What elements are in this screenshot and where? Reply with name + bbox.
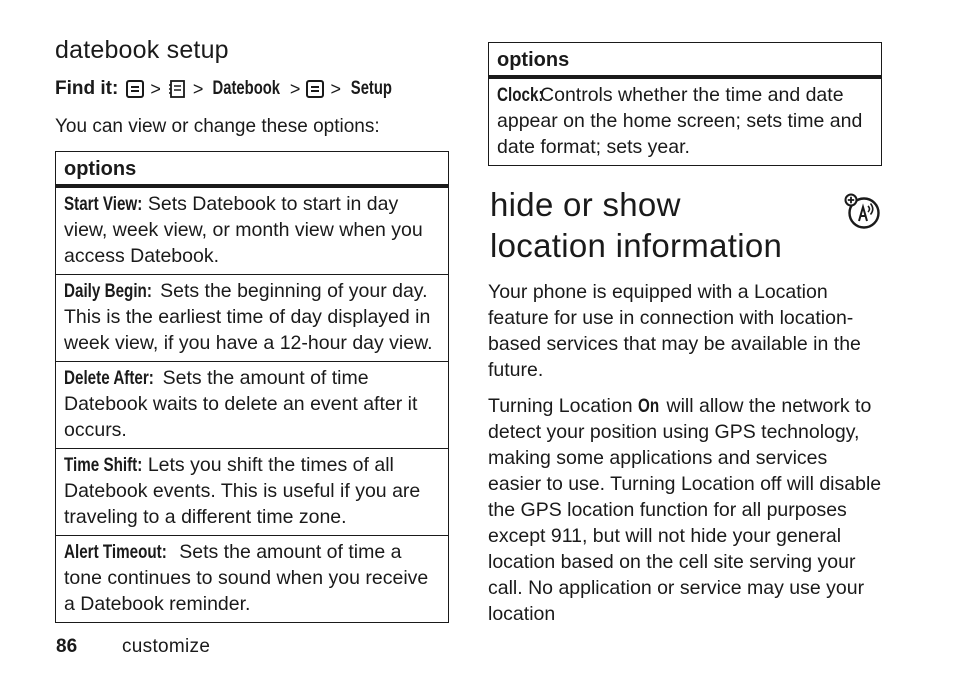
path-separator: >: [289, 78, 301, 99]
location-intro-paragraph: Your phone is equipped with a Location feature for use in connection with location-based services that may be available in the future.: [488, 281, 861, 381]
table-header: options: [489, 43, 882, 78]
option-text: Controls whether the time and date appear on the home screen; sets time and date format; sets year.: [497, 84, 863, 158]
option-term: Time Shift:: [64, 454, 143, 476]
location-details-paragraph: [488, 393, 882, 627]
page-number: 86: [56, 636, 78, 657]
find-it-path: [55, 78, 392, 100]
option-term: Daily Begin:: [64, 280, 152, 302]
section-title: datebook setup: [55, 36, 229, 64]
table-row: [56, 275, 449, 362]
para-text: Turning Location: [488, 395, 633, 417]
datebook-options-table: [55, 151, 449, 623]
clock-options-table: [488, 42, 882, 166]
option-term: Start View:: [64, 193, 143, 215]
heading-line-1: hide or show: [490, 186, 681, 223]
intro-text: You can view or change these options:: [55, 116, 380, 137]
path-step-datebook: Datebook: [212, 78, 281, 99]
menu-key-icon: [126, 80, 144, 98]
section-heading: [490, 184, 782, 266]
table-header: options: [56, 152, 449, 187]
table-row: [489, 77, 882, 166]
option-term: Delete After:: [64, 367, 154, 389]
table-row: [56, 186, 449, 275]
option-term: Alert Timeout:: [64, 541, 167, 563]
path-separator: >: [150, 78, 161, 99]
path-step-setup: Setup: [350, 78, 392, 99]
location-feature-icon: [844, 192, 880, 230]
heading-line-2: location information: [490, 227, 783, 264]
path-separator: >: [330, 78, 341, 99]
para-text: will allow the network to detect your position using GPS technology, making some applications and services easier to use. Turning Location off will disable the GPS location function for all purposes except 911, but will not hide your general location based on the cell site serving your call. No application or service may use your location: [488, 395, 882, 625]
option-text: Sets the beginning of your day. This is the earliest time of day displayed in week view, if you have a 12-hour day view.: [64, 280, 433, 354]
path-separator: >: [192, 78, 204, 99]
menu-key-icon: [306, 80, 324, 98]
option-text: Sets Datebook to start in day view, week view, or month view when you access Datebook.: [64, 193, 423, 267]
table-row: [56, 449, 449, 536]
option-text: Sets the amount of time a tone continues to sound when you receive a Datebook reminder.: [64, 541, 429, 615]
option-text: Lets you shift the times of all Datebook events. This is useful if you are traveling to a different time zone.: [64, 454, 421, 528]
setting-value-on: On: [637, 395, 660, 417]
table-row: [56, 536, 449, 623]
footer-section: customize: [122, 636, 211, 657]
option-text: Sets the amount of time Datebook waits to delete an event after it occurs.: [64, 367, 418, 441]
find-it-label: Find it:: [55, 78, 119, 99]
option-term: Clock:: [497, 84, 544, 106]
table-row: [56, 362, 449, 449]
datebook-icon: [167, 78, 187, 100]
